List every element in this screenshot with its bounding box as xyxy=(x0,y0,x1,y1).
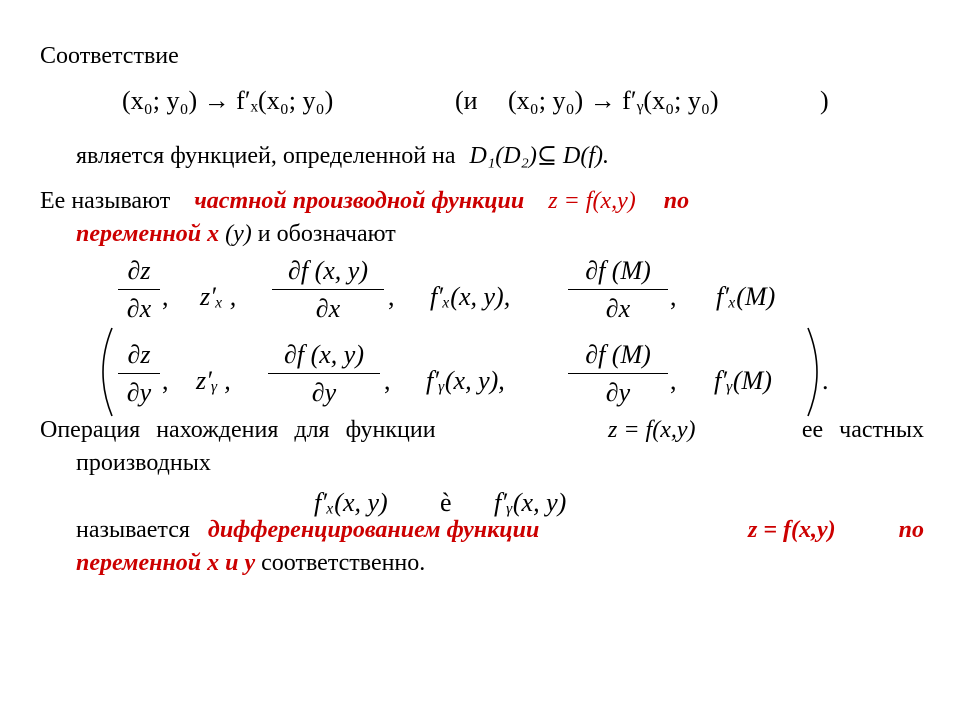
f-prime-y-M: f′ᵧ(M) xyxy=(714,366,772,395)
mapping-x: (x₀; y₀) → f′ₓ(x₀; y₀) xyxy=(122,86,334,115)
mapping-and: (и xyxy=(455,86,478,115)
z-prime-x: z′ₓ , xyxy=(200,282,237,311)
term-variables: переменной x и y xyxy=(76,550,256,576)
mapping-close: ) xyxy=(820,86,829,115)
operation-end: ее частных xyxy=(801,417,924,443)
diff-end: соответственно. xyxy=(261,550,426,576)
definition-line-2 xyxy=(76,222,396,246)
fraction-dz-dx: ∂z ∂x xyxy=(118,256,160,324)
z-prime-y: z′ᵧ , xyxy=(196,366,231,395)
function-z: z = f(x,y) xyxy=(548,188,636,214)
definition-end: и обозначают xyxy=(257,221,396,247)
term-differentiation: дифференцированием функции xyxy=(207,517,540,543)
fraction-df-dy: ∂f (x, y) ∂y xyxy=(268,340,380,408)
f-prime-x: f′ₓ(x, y), xyxy=(430,282,511,311)
fraction-df-dx: ∂f (x, y) ∂x xyxy=(272,256,384,324)
operation-line-2: производных xyxy=(76,450,211,476)
diff-start: называется xyxy=(76,517,190,543)
deriv-separator: è xyxy=(440,488,452,517)
function-statement xyxy=(76,144,609,168)
term-partial-derivative: частной производной функции xyxy=(194,188,525,214)
comma: , xyxy=(384,366,391,395)
f-prime-y: f′ᵧ(x, y), xyxy=(426,366,505,395)
fraction-dz-dy: ∂z ∂y xyxy=(118,340,160,408)
diff-line-1 xyxy=(76,518,924,542)
f-prime-x-M: f′ₓ(M) xyxy=(716,282,776,311)
fraction-dfM-dx: ∂f (M) ∂x xyxy=(568,256,668,324)
deriv-fy: f′ᵧ(x, y) xyxy=(494,488,567,517)
definition-start: Ее называют xyxy=(40,188,171,214)
term-variable-x: переменной x xyxy=(76,221,220,247)
comma: , xyxy=(162,282,169,311)
deriv-fx: f′ₓ(x, y) xyxy=(314,488,388,517)
diff-po: по xyxy=(898,517,924,543)
operation-line-1 xyxy=(40,418,924,442)
operation-start: Операция нахождения для функции xyxy=(40,417,436,443)
comma: , xyxy=(162,366,169,395)
domain-expression: D₁(D₂)⊆ D(f). xyxy=(469,143,609,169)
diff-function: z = f(x,y) xyxy=(748,517,836,543)
period: . xyxy=(822,366,829,395)
intro-text: Соответствие xyxy=(40,43,179,69)
word-po: по xyxy=(663,188,690,214)
mapping-y: (x₀; y₀) → f′ᵧ(x₀; y₀) xyxy=(508,86,719,115)
comma: , xyxy=(670,366,677,395)
definition-line-1 xyxy=(40,189,689,213)
left-paren xyxy=(92,326,116,418)
operation-function: z = f(x,y) xyxy=(608,417,696,443)
comma: , xyxy=(670,282,677,311)
fraction-dfM-dy: ∂f (M) ∂y xyxy=(568,340,668,408)
function-statement-text: является функцией, определенной на xyxy=(76,143,456,169)
variable-y: (y) xyxy=(225,221,252,247)
comma: , xyxy=(388,282,395,311)
diff-line-2 xyxy=(76,551,425,575)
